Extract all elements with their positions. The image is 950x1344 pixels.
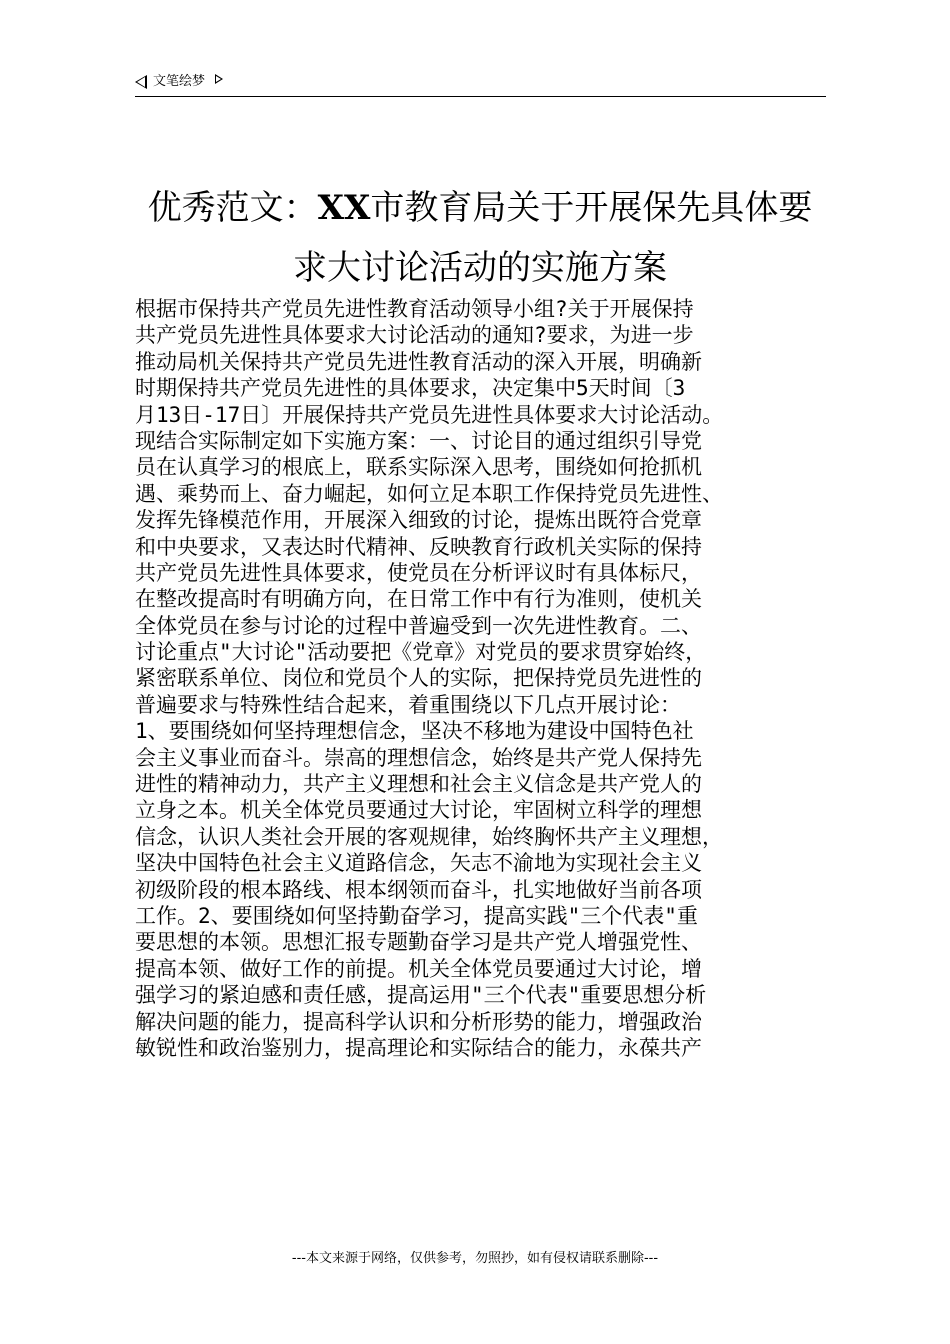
body-line: 在整改提高时有明确方向，在日常工作中有行为准则，使机关 — [135, 587, 702, 612]
header-brand: 文笔绘梦 — [153, 74, 206, 89]
page-header — [135, 72, 223, 92]
body-line: 强学习的紧迫感和责任感，提高运用"三个代表"重要思想分析 — [135, 983, 707, 1008]
body-line: 和中央要求，又表达时代精神、反映教育行政机关实际的保持 — [135, 534, 702, 559]
body-line: 信念，认识人类社会开展的客观规律，始终胸怀共产主义理想， — [135, 824, 723, 849]
body-text — [135, 296, 835, 1061]
body-line: 要思想的本领。思想汇报专题勤奋学习是共产党人增强党性、 — [135, 930, 702, 955]
triangle-right-icon — [215, 74, 223, 84]
body-line: 普遍要求与特殊性结合起来，着重围绕以下几点开展讨论： — [135, 692, 681, 717]
body-line: 讨论重点"大讨论"活动要把《党章》对党员的要求贯穿始终， — [135, 640, 707, 665]
body-line: 提高本领、做好工作的前提。机关全体党员要通过大讨论，增 — [135, 956, 702, 981]
body-line: 全体党员在参与讨论的过程中普遍受到一次先进性教育。二、 — [135, 613, 702, 638]
title-line-1 — [120, 178, 840, 238]
header-divider — [135, 96, 826, 97]
body-line: 解决问题的能力，提高科学认识和分析形势的能力，增强政治 — [135, 1009, 702, 1034]
body-line: 初级阶段的根本路线、根本纲领而奋斗，扎实地做好当前各项 — [135, 877, 702, 902]
title-prefix: 优秀范文： — [147, 188, 318, 228]
document-title — [120, 178, 840, 298]
footer-notice: ---本文来源于网络，仅供参考，勿照抄，如有侵权请联系删除--- — [291, 1251, 659, 1266]
body-line: 工作。2、要围绕如何坚持勤奋学习，提高实践"三个代表"重 — [135, 903, 698, 928]
body-line: 坚决中国特色社会主义道路信念，矢志不渝地为实现社会主义 — [135, 851, 702, 876]
body-line: 会主义事业而奋斗。崇高的理想信念，始终是共产党人保持先 — [135, 745, 702, 770]
body-line: 立身之本。机关全体党员要通过大讨论，牢固树立科学的理想 — [135, 798, 702, 823]
body-line: 遇、乘势而上、奋力崛起，如何立足本职工作保持党员先进性、 — [135, 481, 723, 506]
body-line: 共产党员先进性具体要求，使党员在分析评议时有具体标尺， — [135, 560, 702, 585]
body-line: 敏锐性和政治鉴别力，提高理论和实际结合的能力，永葆共产 — [135, 1035, 702, 1060]
body-line: 时期保持共产党员先进性的具体要求，决定集中5天时间〔3 — [135, 376, 686, 401]
body-line: 推动局机关保持共产党员先进性教育活动的深入开展，明确新 — [135, 349, 702, 374]
title-line-2: 求大讨论活动的实施方案 — [293, 248, 667, 288]
body-line: 月13日-17日〕开展保持共产党员先进性具体要求大讨论活动。 — [135, 402, 724, 427]
body-line: 根据市保持共产党员先进性教育活动领导小组?关于开展保持 — [135, 297, 694, 321]
body-line: 1、要围绕如何坚持理想信念，坚决不移地为建设中国特色社 — [135, 719, 694, 744]
body-line: 进性的精神动力，共产主义理想和社会主义信念是共产党人的 — [135, 772, 702, 797]
body-line: 现结合实际制定如下实施方案：一、讨论目的通过组织引导党 — [135, 428, 702, 453]
triangle-left-icon — [135, 75, 147, 89]
body-line: 紧密联系单位、岗位和党员个人的实际，把保持党员先进性的 — [135, 666, 702, 691]
title-suffix: 市教育局关于开展保先具体要 — [370, 188, 813, 228]
body-line: 发挥先锋模范作用，开展深入细致的讨论，提炼出既符合党章 — [135, 508, 702, 533]
body-line: 共产党员先进性具体要求大讨论活动的通知?要求，为进一步 — [135, 323, 694, 348]
body-line: 员在认真学习的根底上，联系实际深入思考，围绕如何抢抓机 — [135, 455, 702, 480]
title-bold: XX — [317, 188, 371, 228]
